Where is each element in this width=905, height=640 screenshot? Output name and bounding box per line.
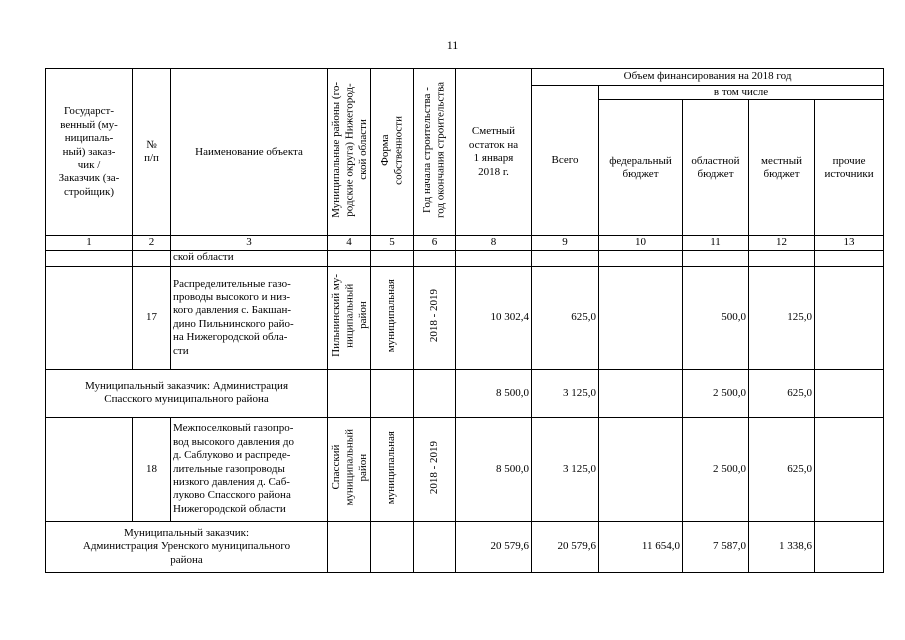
balance-value: 8 500,0	[456, 417, 532, 521]
table-row-18	[46, 417, 884, 521]
header-ownership: Форма собственности	[371, 69, 414, 236]
object-name: Распределительные газо- проводы высокого и низ- кого давления с. Бакшан- дино Пильнинского райо- на Нижегородской обла- сти	[171, 266, 328, 369]
column-number: 1	[46, 236, 133, 250]
table-row-17	[46, 266, 884, 369]
group-customer-label: Муниципальный заказчик: Администрация Спасского муниципального района	[46, 369, 328, 417]
header-financing: Объем финансирования на 2018 год	[532, 69, 884, 86]
local-value: 625,0	[749, 417, 815, 521]
header-total: Всего	[532, 86, 599, 236]
regional-value: 500,0	[683, 266, 749, 369]
column-number: 5	[371, 236, 414, 250]
federal-value	[599, 369, 683, 417]
federal-value: 11 654,0	[599, 521, 683, 572]
continuation-row	[46, 250, 884, 266]
district-name: Спасский муниципальный район	[328, 417, 371, 521]
header-years: Год начала строительства - год окончания строительства	[414, 69, 456, 236]
column-number: 2	[133, 236, 171, 250]
column-number-row	[46, 236, 884, 250]
header-number: № п/п	[133, 69, 171, 236]
group-row-spassky	[46, 369, 884, 417]
regional-value: 2 500,0	[683, 417, 749, 521]
column-number: 13	[815, 236, 884, 250]
page-number: 11	[446, 38, 459, 52]
column-number: 3	[171, 236, 328, 250]
other-value	[815, 521, 884, 572]
district-name: Пильнинский му- ниципальный район	[328, 266, 371, 369]
column-number: 9	[532, 236, 599, 250]
balance-value: 8 500,0	[456, 369, 532, 417]
row-number: 18	[133, 417, 171, 521]
other-value	[815, 266, 884, 369]
balance-value: 20 579,6	[456, 521, 532, 572]
local-value: 125,0	[749, 266, 815, 369]
object-name: Межпоселковый газопро- вод высокого давления до д. Саблуково и распреде- лительные газопроводы низкого давления д. Саб- луково Спасского района Нижегородской области	[171, 417, 328, 521]
header-including: в том числе	[599, 86, 884, 100]
local-value: 625,0	[749, 369, 815, 417]
regional-value: 7 587,0	[683, 521, 749, 572]
header-balance: Сметный остаток на 1 января 2018 г.	[456, 69, 532, 236]
header-federal: федеральный бюджет	[599, 100, 683, 236]
continuation-text: ской области	[171, 250, 328, 266]
total-value: 3 125,0	[532, 369, 599, 417]
total-value: 625,0	[532, 266, 599, 369]
group-row-urensky	[46, 521, 884, 572]
federal-value	[599, 417, 683, 521]
column-number: 6	[414, 236, 456, 250]
row-number: 17	[133, 266, 171, 369]
other-value	[815, 417, 884, 521]
construction-years: 2018 - 2019	[414, 266, 456, 369]
group-customer-label: Муниципальный заказчик: Администрация Уренского муниципального района	[46, 521, 328, 572]
column-number: 12	[749, 236, 815, 250]
ownership-type: муниципальная	[371, 417, 414, 521]
header-regional: областной бюджет	[683, 100, 749, 236]
construction-years: 2018 - 2019	[414, 417, 456, 521]
regional-value: 2 500,0	[683, 369, 749, 417]
column-number: 10	[599, 236, 683, 250]
column-number: 11	[683, 236, 749, 250]
balance-value: 10 302,4	[456, 266, 532, 369]
header-object-name: Наименование объекта	[171, 69, 328, 236]
ownership-type: муниципальная	[371, 266, 414, 369]
federal-value	[599, 266, 683, 369]
header-other: прочие источники	[815, 100, 884, 236]
column-number: 8	[456, 236, 532, 250]
header-local: местный бюджет	[749, 100, 815, 236]
local-value: 1 338,6	[749, 521, 815, 572]
header-district: Муниципальные районы (го- родские округа) Нижегород- ской области	[328, 69, 371, 236]
header-customer: Государст- венный (му- ниципаль- ный) заказ- чик / Заказчик (за- стройщик)	[46, 69, 133, 236]
total-value: 20 579,6	[532, 521, 599, 572]
total-value: 3 125,0	[532, 417, 599, 521]
financing-table	[45, 68, 884, 573]
column-number: 4	[328, 236, 371, 250]
other-value	[815, 369, 884, 417]
